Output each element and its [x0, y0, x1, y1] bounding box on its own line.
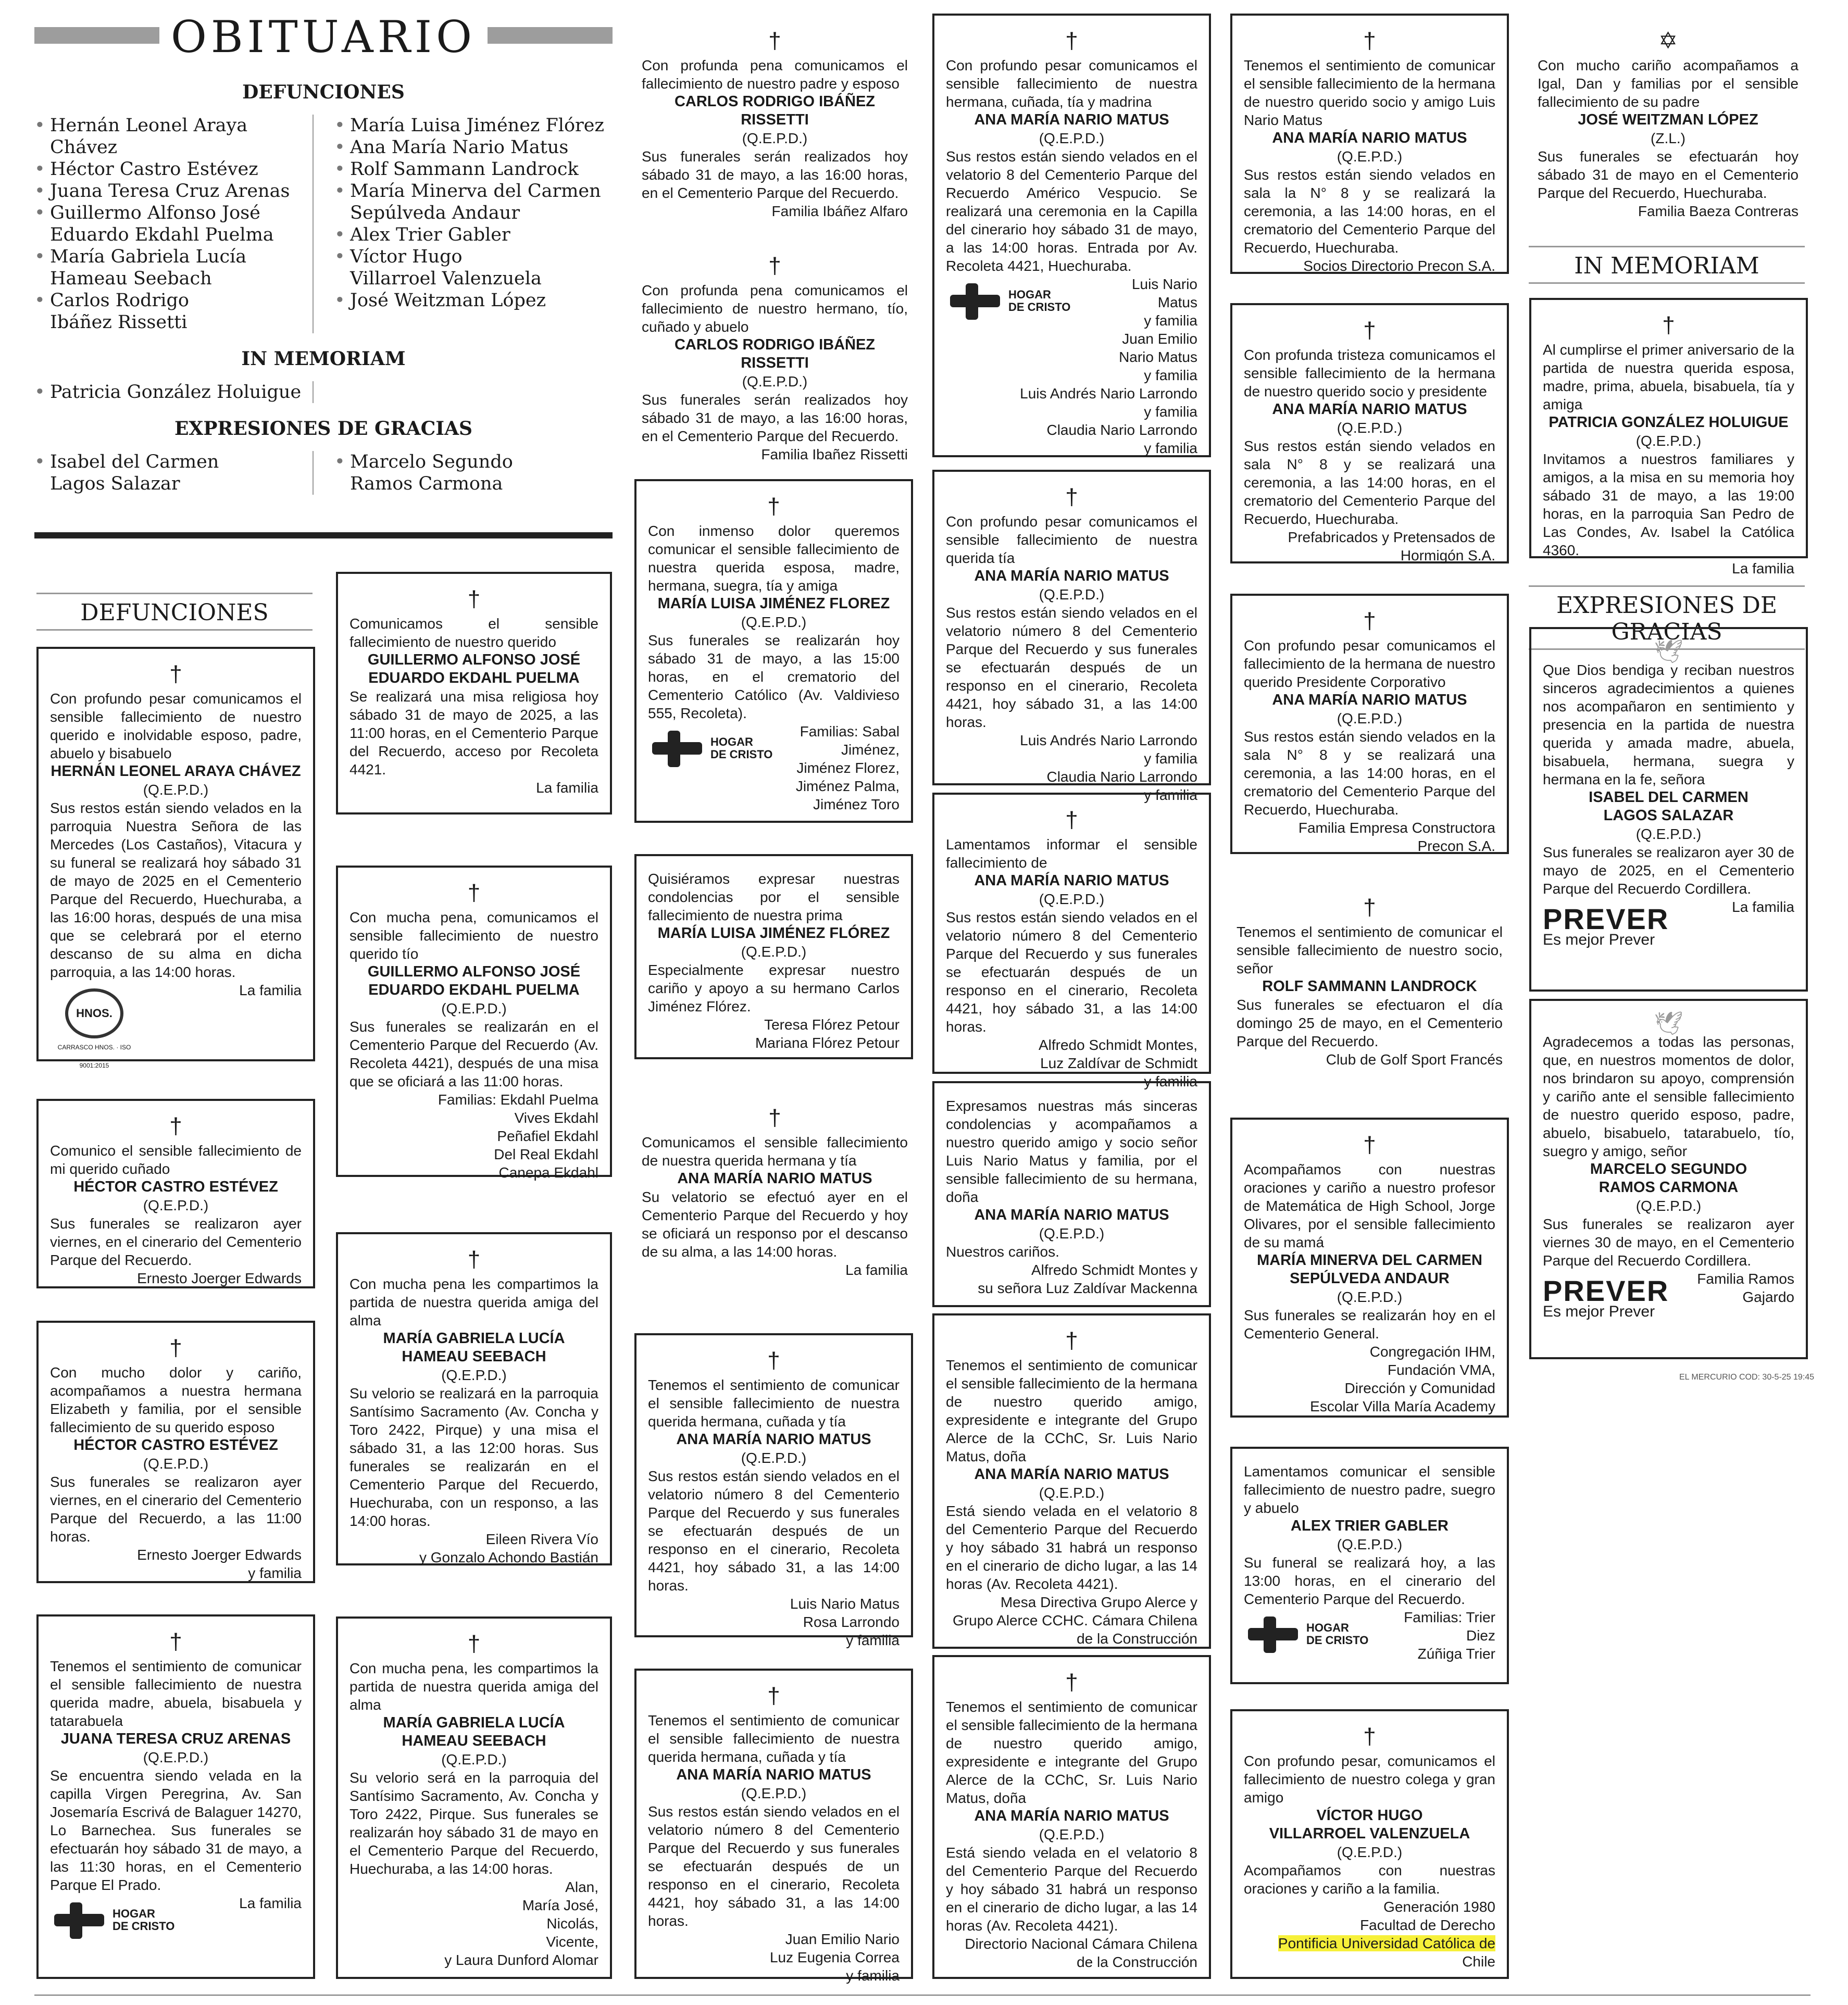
notice-intro: Con mucho dolor y cariño, acompañamos a nuestra hermana Elizabeth y familia, por el sensible fallecimiento de su querido esposo — [50, 1364, 302, 1435]
notice-intro: Con profundo pesar comunicamos el sensible fallecimiento de nuestra querida tía — [946, 513, 1197, 566]
deceased-name: HERNÁN LEONEL ARAYA CHÁVEZ — [51, 763, 301, 780]
qepd-label: (Q.E.P.D.) — [441, 1000, 507, 1017]
deceased-name: MARCELO SEGUNDO RAMOS CARMONA — [1590, 1161, 1747, 1196]
notice-body: Sus funerales se realizarán hoy sábado 31 de mayo, a las 15:00 horas, en el crematorio del Cementerio Católico (Av. Valdivieso 555, Recoleta). — [648, 632, 900, 721]
index-entry: • Ana María Nario Matus — [334, 136, 613, 158]
index-entry: • Rolf Sammann Landrock — [334, 158, 613, 180]
qepd-label: (Q.E.P.D.) — [143, 1456, 209, 1472]
notice-card — [932, 1313, 1211, 1649]
qepd-label: (Q.E.P.D.) — [1039, 1225, 1105, 1242]
notice-card — [1230, 303, 1509, 563]
notice-body: Especialmente expresar nuestro cariño y apoyo a su hermano Carlos Jiménez Flórez. — [648, 962, 900, 1014]
deceased-name: HÉCTOR CASTRO ESTÉVEZ — [73, 1179, 278, 1195]
cross-icon: † — [467, 1247, 481, 1272]
deceased-name: CARLOS RODRIGO IBÁÑEZ RISSETTI — [674, 336, 876, 371]
index-entry-continued: Hameau Seebach — [50, 268, 212, 289]
qepd-label: (Q.E.P.D.) — [1039, 1485, 1105, 1501]
logo-bar — [1264, 1616, 1276, 1653]
deceased-name: ISABEL DEL CARMEN LAGOS SALAZAR — [1589, 789, 1749, 824]
notice-body: Sus restos están siendo velados en sala la N° 8 y se realizará la ceremonia, a las 14:00 horas, en el crematorio del Cementerio Parque del Recuerdo, Huechuraba. — [1244, 167, 1495, 256]
hogar-cross-icon — [50, 1899, 107, 1941]
notice-card — [932, 470, 1211, 803]
cross-icon: † — [169, 661, 182, 687]
deceased-name: ANA MARÍA NARIO MATUS — [677, 1170, 872, 1187]
qepd-label: (Q.E.P.D.) — [1337, 1536, 1403, 1552]
notice-intro: Tenemos el sentimiento de comunicar el sensible fallecimiento de la hermana de nuestro querido socio y amigo Luis Nario Matus — [1244, 57, 1495, 128]
index-defunciones-right — [313, 115, 613, 333]
notice-signature-end: Chile — [1462, 1953, 1495, 1970]
notice-signature: La familia — [536, 780, 598, 796]
notice-card — [1529, 999, 1808, 1359]
prever-logo — [1543, 1276, 1669, 1320]
qepd-label: (Q.E.P.D.) — [1337, 1289, 1403, 1305]
notice-card — [1230, 1709, 1509, 1979]
deceased-name: ROLF SAMMANN LANDROCK — [1262, 978, 1477, 995]
cross-icon: † — [169, 1629, 182, 1655]
notice-signature: La familia — [1732, 560, 1794, 577]
cross-icon: † — [467, 586, 481, 612]
deceased-name: MARÍA LUISA JIMÉNEZ FLÓREZ — [657, 925, 890, 942]
deceased-name: ANA MARÍA NARIO MATUS — [1272, 692, 1467, 708]
deceased-name: MARÍA MINERVA DEL CARMEN SEPÚLVEDA ANDAUR — [1257, 1252, 1482, 1287]
notice-card — [1230, 594, 1509, 854]
notice-intro: Lamentamos comunicar el sensible fallecimiento de nuestro padre, suegro y abuelo — [1244, 1463, 1495, 1516]
deceased-name: ANA MARÍA NARIO MATUS — [974, 568, 1169, 584]
deceased-name: ANA MARÍA NARIO MATUS — [974, 1207, 1169, 1223]
notice-body: Se encuentra siendo velada en la capilla Virgen Peregrina, Av. San Josemaría Escrivá de Balaguer 14270, Lo Barnechea. Sus funerales se efectuarán hoy sábado 31 de mayo, a las 11:30 horas, en el Cementerio Parque El Prado. — [50, 1768, 302, 1893]
notice-body: Nuestros cariños. — [946, 1244, 1059, 1260]
cross-icon: † — [1065, 1670, 1078, 1695]
notice-signature: Club de Golf Sport Francés — [1326, 1051, 1503, 1068]
qepd-label: (Q.E.P.D.) — [1337, 148, 1403, 165]
notice-card — [630, 1093, 919, 1301]
notice-intro: Expresamos nuestras más sinceras condolencias y acompañamos a nuestro querido amigo y socio señor Luis Nario Matus y familia, por el sensible fallecimiento de su hermana, doña — [946, 1098, 1197, 1205]
notice-intro: Tenemos el sentimiento de comunicar el sensible fallecimiento de nuestra querida hermana, cuñada y tía — [648, 1712, 900, 1765]
notice-body: Su velorio se realizará en la parroquia Santísimo Sacramento (Av. Concha y Toro 2422, Pirque) y una misa el sábado 31, a las 12:00 horas. Sus funerales se realizarán en el Cementerio Parque del Recuerdo, Huechuraba, con un responso, a las 14:00 horas. — [349, 1385, 598, 1529]
notice-card — [1230, 14, 1509, 274]
deceased-name: ANA MARÍA NARIO MATUS — [974, 1808, 1169, 1824]
notice-card — [634, 1333, 913, 1648]
notice-card — [336, 1232, 612, 1565]
deceased-name: ANA MARÍA NARIO MATUS — [974, 872, 1169, 889]
notice-intro: Con mucha pena les compartimos la partida de nuestra querida amiga del alma — [349, 1276, 598, 1329]
notice-signature: Luis Nario Matus Rosa Larrondo y familia — [790, 1596, 900, 1648]
index-entry: • María Luisa Jiménez Flórez — [334, 115, 613, 136]
highlighted-text: Pontificia Universidad Católica de — [1278, 1935, 1495, 1951]
section-header-gracias: EXPRESIONES DE GRACIAS — [1529, 585, 1805, 650]
index-entry: • Héctor Castro Estévez — [34, 158, 313, 180]
notice-card — [1529, 298, 1808, 577]
qepd-label: (Q.E.P.D.) — [441, 1367, 507, 1383]
notice-intro: Al cumplirse el primer aniversario de la partida de nuestra querida esposa, madre, prima, abuela, bisabuela, tía y amiga — [1543, 342, 1794, 412]
cross-icon: 🕊 — [1654, 1011, 1683, 1036]
index-entry: • Carlos Rodrigo — [34, 290, 313, 311]
notice-intro: Con profundo pesar, comunicamos el fallecimiento de nuestro colega y gran amigo — [1244, 1753, 1495, 1806]
deceased-name: ANA MARÍA NARIO MATUS — [974, 1466, 1169, 1483]
notice-card — [932, 793, 1211, 1089]
index-entry: • Juana Teresa Cruz Arenas — [34, 180, 313, 202]
notice-body: Su funeral se realizará hoy, a las 13:00 horas, en el cinerario del Cementerio Parque del Recuerdo. — [1244, 1555, 1495, 1607]
notice-signature: Familia Empresa Constructora Precon S.A. — [1298, 820, 1495, 854]
deceased-name: MARÍA GABRIELA LUCÍA HAMEAU SEEBACH — [383, 1714, 565, 1749]
notice-intro: Con profunda tristeza comunicamos el sensible fallecimiento de la hermana de nuestro querido socio y presidente — [1244, 347, 1495, 399]
index — [34, 77, 613, 495]
qepd-label: (Q.E.P.D.) — [741, 614, 807, 630]
qepd-label: (Q.E.P.D.) — [741, 944, 807, 960]
notice-card — [1526, 16, 1810, 224]
qepd-label: (Q.E.P.D.) — [441, 1751, 507, 1768]
hogar-label: HOGAR DE CRISTO — [1306, 1621, 1369, 1647]
cross-icon: † — [169, 1113, 182, 1139]
index-entry: • Marcelo Segundo — [334, 451, 613, 473]
notice-card — [932, 1655, 1211, 1979]
notice-body: Sus funerales se realizaron ayer 30 de mayo de 2025, en el Cementerio Parque del Recuerdo Cordillera. — [1543, 844, 1794, 897]
deceased-name: ANA MARÍA NARIO MATUS — [676, 1766, 871, 1783]
qepd-label: (Q.E.P.D.) — [741, 1785, 807, 1801]
notice-card — [1230, 1447, 1509, 1684]
notice-intro: Con profundo pesar comunicamos el fallecimiento de la hermana de nuestro querido Presidente Corporativo — [1244, 637, 1495, 690]
notice-signature-highlight — [1244, 1934, 1495, 1952]
qepd-label: (Q.E.P.D.) — [143, 782, 209, 798]
qepd-label: (Q.E.P.D.) — [1039, 130, 1105, 146]
notice-intro: Con profundo pesar comunicamos el sensible fallecimiento de nuestra hermana, cuñada, tía y madrina — [946, 57, 1197, 110]
qepd-label: (Q.E.P.D.) — [742, 130, 808, 146]
notice-card — [634, 479, 913, 823]
index-entry-continued: Sepúlveda Andaur — [350, 203, 520, 223]
deceased-name: HÉCTOR CASTRO ESTÉVEZ — [73, 1437, 278, 1453]
hogar-label: HOGAR DE CRISTO — [1008, 288, 1071, 314]
notice-intro: Comunico el sensible fallecimiento de mi querido cuñado — [50, 1143, 302, 1177]
notice-body: Sus funerales se efectuarán hoy sábado 31 de mayo en el Cementerio Parque del Recuerdo, Huechuraba. — [1538, 148, 1799, 201]
notice-signature: Socios Directorio Precon S.A. — [1303, 258, 1495, 274]
deceased-name: PATRICIA GONZÁLEZ HOLUIGUE — [1549, 414, 1789, 431]
notice-body: Sus restos están siendo velados en la parroquia Nuestra Señora de las Mercedes (Los Castaños), Vitacura y su funeral se realizará hoy sábado 31 de mayo de 2025 en el Cementerio Parque del Recuerdo, Huechuraba, a las 16:00 horas, después de una misa que se celebrará por el eterno descanso de su alma en dicha parroquia, a las 14:00 horas. — [50, 800, 302, 980]
notice-signature: Eileen Rivera Vío y Gonzalo Achondo Bastián — [419, 1531, 598, 1565]
notice-signature: Mesa Directiva Grupo Alerce y Grupo Alerce CCHC. Cámara Chilena de la Construcción — [953, 1594, 1197, 1647]
notice-card — [630, 16, 919, 219]
notice-intro: Quisiéramos expresar nuestras condolencias por el sensible fallecimiento de nuestra prima — [648, 871, 900, 923]
cnos-ring-icon: HNOS. — [65, 988, 123, 1038]
notice-intro: Tenemos el sentimiento de comunicar el sensible fallecimiento de nuestro socio, señor — [1237, 924, 1503, 976]
deceased-name: JUANA TERESA CRUZ ARENAS — [60, 1731, 291, 1747]
cross-icon: † — [768, 28, 781, 54]
notice-signature: Alan, María José, Nicolás, Vicente, y Laura Dunford Alomar — [444, 1879, 598, 1968]
qepd-label: (Q.E.P.D.) — [143, 1197, 209, 1213]
notice-body: Su velatorio se efectuó ayer en el Cementerio Parque del Recuerdo y hoy se oficiará un responso por el descanso de su alma, a las 14:00 horas. — [642, 1189, 908, 1260]
index-gracias-left — [34, 451, 313, 495]
notice-intro: Agradecemos a todas las personas, que, en nuestros momentos de dolor, nos brindaron su apoyo, comprensión y cariño ante el sensible fallecimiento de nuestro querido esposo, padre, abuelo, bisabuelo, tatarabuelo, tío, suegro y amigo, señor — [1543, 1034, 1794, 1159]
notice-signature: Directorio Nacional Cámara Chilena de la Construcción — [965, 1936, 1197, 1970]
index-divider — [34, 532, 613, 538]
index-gracias-title: EXPRESIONES DE GRACIAS — [174, 418, 473, 440]
cross-icon: ✡ — [1658, 28, 1678, 54]
cross-icon: † — [1363, 1724, 1376, 1749]
notice-card — [36, 1099, 315, 1288]
cross-icon: † — [767, 1683, 780, 1709]
notice-intro: Con mucha pena, comunicamos el sensible fallecimiento de nuestro querido tío — [349, 909, 598, 962]
notice-signature: Juan Emilio Nario Luz Eugenia Correa y familia — [769, 1931, 900, 1984]
notice-body: Está siendo velada en el velatorio 8 del Cementerio Parque del Recuerdo y hoy sábado 31 habrá un responso en el cinerario de dicho lugar, a las 14 horas (Av. Recoleta 4421). — [946, 1503, 1197, 1592]
index-entry-continued: Ibáñez Rissetti — [50, 312, 188, 333]
notice-body: Se realizará una misa religiosa hoy sábado 31 de mayo de 2025, a las 11:00 horas, en el Cementerio Parque del Recuerdo, acceso por Recoleta 4421. — [349, 688, 598, 778]
notice-signature: Luis Andrés Nario Larrondo y familia Claudia Nario Larrondo y familia — [1020, 732, 1197, 803]
qepd-label: (Q.E.P.D.) — [1039, 891, 1105, 907]
deceased-name: ANA MARÍA NARIO MATUS — [974, 111, 1169, 128]
index-entry: • Alex Trier Gabler — [334, 224, 613, 246]
notice-body: Sus funerales se realizaron ayer viernes, en el cinerario del Cementerio Parque del Recuerdo. — [50, 1215, 302, 1268]
section-header-defunciones: DEFUNCIONES — [36, 593, 313, 631]
logo-bar — [70, 1902, 82, 1939]
notice-card — [932, 1081, 1211, 1307]
section-header-memoriam: IN MEMORIAM — [1529, 246, 1805, 284]
hogar-de-cristo-logo — [946, 280, 1070, 322]
hogar-cross-icon — [1244, 1613, 1301, 1655]
cross-icon: † — [467, 1631, 481, 1657]
notice-card — [336, 866, 612, 1181]
notice-intro: Con profunda pena comunicamos el fallecimiento de nuestro padre y esposo — [642, 57, 908, 92]
notice-signature: Familia Ibáñez Alfaro — [771, 203, 908, 219]
notice-card — [36, 1321, 315, 1583]
notice-body: Invitamos a nuestros familiares y amigos, a la misa en su memoria hoy sábado 31 de mayo, a las 19:00 horas, en la parroquia San Pedro de Las Condes, Av. Isabel la Católica 4360. — [1543, 451, 1794, 558]
qepd-label: (Q.E.P.D.) — [143, 1749, 209, 1765]
hogar-de-cristo-logo — [1244, 1613, 1368, 1655]
notice-card — [932, 14, 1211, 457]
deceased-name: MARÍA GABRIELA LUCÍA HAMEAU SEEBACH — [383, 1330, 565, 1365]
notice-body: Sus restos están siendo velados en la sala N° 8 y se realizará una ceremonia, a las 14:00 horas, en el crematorio del Cementerio Parque del Recuerdo, Huechuraba. — [1244, 729, 1495, 818]
notice-intro: Acompañamos con nuestras oraciones y cariño a nuestro profesor de Matemática de High School, Jorge Olivares, por el sensible fallecimiento de su mamá — [1244, 1161, 1495, 1250]
notice-signature: Familia Baeza Contreras — [1638, 203, 1799, 219]
index-entry: • Isabel del Carmen — [34, 451, 313, 473]
notice-intro: Con profunda pena comunicamos el fallecimiento de nuestro hermano, tío, cuñado y abuelo — [642, 282, 908, 335]
hogar-label: HOGAR DE CRISTO — [710, 735, 773, 761]
notice-signature: Familias: Ekdahl Puelma Vives Ekdahl Peñafiel Ekdahl Del Real Ekdahl Canepa Ekdahl — [438, 1092, 598, 1181]
qepd-label: (Q.E.P.D.) — [1635, 826, 1702, 842]
cnos-caption: CARRASCO HNOS. · ISO 9001:2015 — [57, 1044, 131, 1069]
index-entry: • Patricia González Holuigue — [34, 381, 313, 403]
notice-body: Sus restos están siendo velados en el velatorio número 8 del Cementerio Parque del Recuerdo y sus funerales se efectuarán después de un responso en el cinerario, Recoleta 4421, hoy sábado 31, a las 14:00 horas. — [648, 1803, 900, 1929]
cross-icon: † — [467, 880, 481, 906]
cross-icon: † — [169, 1335, 182, 1361]
notice-body: Sus restos están siendo velados en el velatorio número 8 del Cementerio Parque del Recuerdo y sus funerales se efectuarán después de un responso en el cinerario, Recoleta 4421, hoy sábado 31, a las 14:00 horas. — [946, 605, 1197, 730]
notice-card — [630, 241, 919, 462]
cross-icon: † — [1363, 608, 1376, 634]
qepd-label: (Q.E.P.D.) — [1337, 420, 1403, 436]
notice-signature: Prefabricados y Pretensados de Hormigón S.A. — [1288, 529, 1495, 563]
cross-icon: † — [768, 253, 781, 279]
index-entry: • Hernán Leonel Araya Chávez — [34, 115, 313, 158]
index-defunciones-title: DEFUNCIONES — [242, 81, 405, 103]
notice-body: Sus restos están siendo velados en el velatorio número 8 del Cementerio Parque del Recuerdo y sus funerales se efectuarán después de un responso en el cinerario, Recoleta 4421, hoy sábado 31, a las 14:00 horas. — [648, 1468, 900, 1594]
notice-card — [36, 647, 315, 1069]
notice-body: Está siendo velada en el velatorio 8 del Cementerio Parque del Recuerdo y hoy sábado 31 habrá un responso en el cinerario de dicho lugar, a las 14 horas (Av. Recoleta 4421). — [946, 1845, 1197, 1934]
notice-signature: Ernesto Joerger Edwards y familia — [137, 1547, 302, 1581]
cross-icon: † — [1363, 28, 1376, 54]
notice-signature: Familias: Trier Diez Zúñiga Trier — [1404, 1609, 1495, 1662]
prever-tagline: Es mejor Prever — [1543, 1303, 1655, 1320]
index-entry: • Víctor Hugo — [334, 246, 613, 268]
notice-signature: Teresa Flórez Petour Mariana Flórez Petour — [755, 1017, 900, 1051]
index-gracias-right — [313, 451, 613, 495]
bottom-rule — [34, 1995, 1810, 1996]
notice-body: Sus restos están siendo velados en sala N° 8 y se realizará una ceremonia, a las 14:00 horas, en el crematorio del Cementerio Parque del Recuerdo, Huechuraba. — [1244, 438, 1495, 527]
index-memoriam-right — [313, 381, 613, 403]
qepd-label: (Z.L.) — [1651, 130, 1685, 146]
notice-signature: Familias: Sabal Jiménez, Jiménez Florez, Jiménez Palma, Jiménez Toro — [795, 723, 900, 812]
notice-signature: La familia — [239, 982, 302, 998]
index-entry: • María Minerva del Carmen — [334, 180, 613, 202]
hogar-de-cristo-logo — [50, 1899, 174, 1941]
index-memoriam-left — [34, 381, 313, 403]
deceased-name: ALEX TRIER GABLER — [1291, 1518, 1449, 1534]
deceased-name: ANA MARÍA NARIO MATUS — [1272, 401, 1467, 418]
cnos-logo — [50, 988, 139, 1075]
notice-card — [36, 1614, 315, 1979]
notice-intro: Comunicamos el sensible fallecimiento de nuestra querida hermana y tía — [642, 1134, 908, 1169]
prever-logo — [1543, 904, 1669, 948]
qepd-label: (Q.E.P.D.) — [741, 1450, 807, 1466]
notice-intro: Con inmenso dolor queremos comunicar el sensible fallecimiento de nuestra querida esposa, madre, hermana, suegra, tía y amiga — [648, 523, 900, 594]
cross-icon: † — [1065, 807, 1078, 833]
index-entry-continued: Ramos Carmona — [350, 473, 503, 494]
notice-signature: Generación 1980 Facultad de Derecho — [1360, 1899, 1495, 1933]
deceased-name: CARLOS RODRIGO IBÁÑEZ RISSETTI — [674, 93, 876, 128]
notice-signature: Alfredo Schmidt Montes, Luz Zaldívar de Schmidt y familia — [1038, 1037, 1197, 1089]
deceased-name: GUILLERMO ALFONSO JOSÉ EDUARDO EKDAHL PUELMA — [367, 651, 581, 686]
deceased-name: GUILLERMO ALFONSO JOSÉ EDUARDO EKDAHL PUELMA — [367, 963, 581, 998]
notice-card — [1529, 627, 1808, 992]
notice-intro: Con profundo pesar comunicamos el sensible fallecimiento de nuestro querido e inolvidable esposo, padre, abuelo y bisabuelo — [50, 691, 302, 761]
index-entry-continued: Eduardo Ekdahl Puelma — [50, 224, 274, 245]
notice-intro: Que Dios bendiga y reciban nuestros sinceros agradecimientos a quienes nos acompañaron en sentimiento y presencia en la partida de nuestra querida y amada madre, abuela, bisabuela, hermana, suegra y hermana en la fe, señora — [1543, 662, 1794, 787]
notice-signature: La familia — [239, 1895, 302, 1911]
notice-intro: Comunicamos el sensible fallecimiento de nuestro querido — [349, 616, 598, 650]
notice-card — [1230, 1118, 1509, 1418]
notice-intro: Lamentamos informar el sensible fallecimiento de — [946, 836, 1197, 871]
cross-icon: † — [767, 1348, 780, 1373]
print-code: EL MERCURIO COD: 30-5-25 19:45 — [1679, 1373, 1815, 1382]
qepd-label: (Q.E.P.D.) — [1039, 1826, 1105, 1843]
notice-intro: Con mucha pena, les compartimos la partida de nuestra querida amiga del alma — [349, 1660, 598, 1713]
notice-body: Sus funerales se realizaron ayer viernes, en el cinerario del Cementerio Parque del Recuerdo, a las 11:00 horas. — [50, 1474, 302, 1545]
deceased-name: ANA MARÍA NARIO MATUS — [1272, 130, 1467, 146]
notice-intro: Tenemos el sentimiento de comunicar el sensible fallecimiento de la hermana de nuestro querido amigo, expresidente e integrante del Grupo Alerce de la CChC, Sr. Luis Nario Matus, doña — [946, 1357, 1197, 1464]
deceased-name: VÍCTOR HUGO VILLARROEL VALENZUELA — [1269, 1807, 1470, 1842]
notice-body: Sus funerales serán realizados hoy sábado 31 de mayo, a las 16:00 horas, en el Cementerio Parque del Recuerdo. — [642, 392, 908, 444]
notice-signature: La familia — [845, 1262, 908, 1278]
prever-tagline: Es mejor Prever — [1543, 931, 1655, 948]
notice-signature: Familia Ramos Gajardo — [1697, 1271, 1794, 1305]
qepd-label: (Q.E.P.D.) — [1039, 586, 1105, 603]
notice-card — [634, 854, 913, 1059]
notice-card — [336, 572, 612, 814]
notice-signature: Familia Ibañez Rissetti — [761, 446, 908, 462]
logo-bar — [668, 731, 680, 767]
notice-body: Acompañamos con nuestras oraciones y cariño a la familia. — [1244, 1862, 1495, 1897]
cross-icon: † — [767, 494, 780, 519]
notice-body: Sus funerales serán realizados hoy sábado 31 de mayo, a las 16:00 horas, en el Cementerio Parque del Recuerdo. — [642, 148, 908, 201]
notice-body: Sus funerales se realizarán hoy en el Cementerio General. — [1244, 1307, 1495, 1342]
notice-signature: Alfredo Schmidt Montes y su señora Luz Zaldívar Mackenna — [978, 1262, 1197, 1296]
notice-card — [336, 1616, 612, 1979]
hogar-de-cristo-logo — [648, 728, 772, 769]
cross-icon: † — [1363, 1132, 1376, 1158]
deceased-name: MARÍA LUISA JIMÉNEZ FLOREZ — [657, 595, 890, 612]
notice-card — [1225, 882, 1514, 1091]
qepd-label: (Q.E.P.D.) — [1635, 1198, 1702, 1214]
cross-icon: † — [1065, 1328, 1078, 1354]
notice-signature: Ernesto Joerger Edwards — [137, 1270, 302, 1286]
index-entry-continued: Lagos Salazar — [50, 473, 180, 494]
index-memoriam-title: IN MEMORIAM — [241, 348, 406, 370]
qepd-label: (Q.E.P.D.) — [1337, 710, 1403, 726]
notice-intro: Tenemos el sentimiento de comunicar el sensible fallecimiento de nuestra querida hermana, cuñada y tía — [648, 1377, 900, 1430]
page-title: OBITUARIO — [159, 11, 488, 62]
notice-body: Su velorio será en la parroquia del Santísimo Sacramento, Av. Concha y Toro 2422, Pirque. Sus funerales se realizarán hoy sábado 31 de mayo en el Cementerio Parque del Recuerdo, Huechuraba, a las 14:00 horas. — [349, 1770, 598, 1877]
hogar-cross-icon — [648, 728, 705, 769]
notice-body: Sus funerales se efectuaron el día domingo 25 de mayo, en el Cementerio Parque del Recuerdo. — [1237, 997, 1503, 1049]
cross-icon: 🕊 — [1654, 639, 1683, 665]
notice-body: Sus restos están siendo velados en el velatorio número 8 del Cementerio Parque del Recuerdo y sus funerales se efectuarán después de un responso en el cinerario, Recoleta 4421, hoy sábado 31, a las 14:00 horas. — [946, 909, 1197, 1035]
notice-body: Sus funerales se realizarán en el Cementerio Parque del Recuerdo (Av. Recoleta 4421), después de una misa que se oficiará a las 11:00 horas. — [349, 1019, 598, 1089]
cross-icon: † — [1065, 484, 1078, 510]
masthead — [34, 11, 613, 62]
notice-body: Sus restos están siendo velados en el velatorio 8 del Cementerio Parque del Recuerdo Américo Vespucio. Se realizará una ceremonia en la Capilla del cinerario hoy sábado 31 de mayo, a las 14:00 horas. Entrada por Av. Recoleta 4421, Huechuraba. — [946, 148, 1197, 274]
qepd-label: (Q.E.P.D.) — [1635, 433, 1702, 449]
qepd-label: (Q.E.P.D.) — [1337, 1844, 1403, 1860]
notice-signature: Luis Nario Matus y familia Juan Emilio Nario Matus y familia Luis Andrés Nario Larrondo y familia Claudia Nario Larrondo y familia — [1020, 276, 1197, 456]
notice-intro: Tenemos el sentimiento de comunicar el sensible fallecimiento de la hermana de nuestro querido amigo, expresidente e integrante del Grupo Alerce de la CChC, Sr. Luis Nario Matus, doña — [946, 1699, 1197, 1806]
notice-signature: La familia — [1732, 899, 1794, 915]
qepd-label: (Q.E.P.D.) — [742, 373, 808, 390]
hogar-cross-icon — [946, 280, 1003, 322]
deceased-name: ANA MARÍA NARIO MATUS — [676, 1431, 871, 1448]
notice-intro: Tenemos el sentimiento de comunicar el sensible fallecimiento de nuestra querida madre, abuela, bisabuela y tatarabuela — [50, 1658, 302, 1729]
hogar-label: HOGAR DE CRISTO — [113, 1907, 175, 1933]
index-entry: • María Gabriela Lucía — [34, 246, 313, 268]
notice-intro: Con mucho cariño acompañamos a Igal, Dan y familias por el sensible fallecimiento de su padre — [1538, 57, 1799, 110]
index-entry: • Guillermo Alfonso José — [34, 202, 313, 224]
notice-body: Sus funerales se realizaron ayer viernes 30 de mayo, en el Cementerio Parque del Recuerdo Cordillera. — [1543, 1216, 1794, 1269]
index-entry-continued: Villarroel Valenzuela — [350, 268, 542, 289]
cross-icon: † — [1662, 312, 1675, 338]
cross-icon: † — [1363, 318, 1376, 343]
cross-icon: † — [768, 1105, 781, 1131]
prever-name: PREVER — [1543, 903, 1669, 935]
notice-signature: Congregación IHM, Fundación VMA, Dirección y Comunidad Escolar Villa María Academy — [1310, 1344, 1495, 1414]
cross-icon: † — [1363, 895, 1376, 920]
index-entry: • José Weitzman López — [334, 290, 613, 311]
deceased-name: JOSÉ WEITZMAN LÓPEZ — [1578, 111, 1758, 128]
index-defunciones-left — [34, 115, 313, 333]
cross-icon: † — [1065, 28, 1078, 54]
prever-name: PREVER — [1543, 1274, 1669, 1307]
logo-bar — [966, 283, 978, 320]
notice-card — [634, 1669, 913, 1984]
